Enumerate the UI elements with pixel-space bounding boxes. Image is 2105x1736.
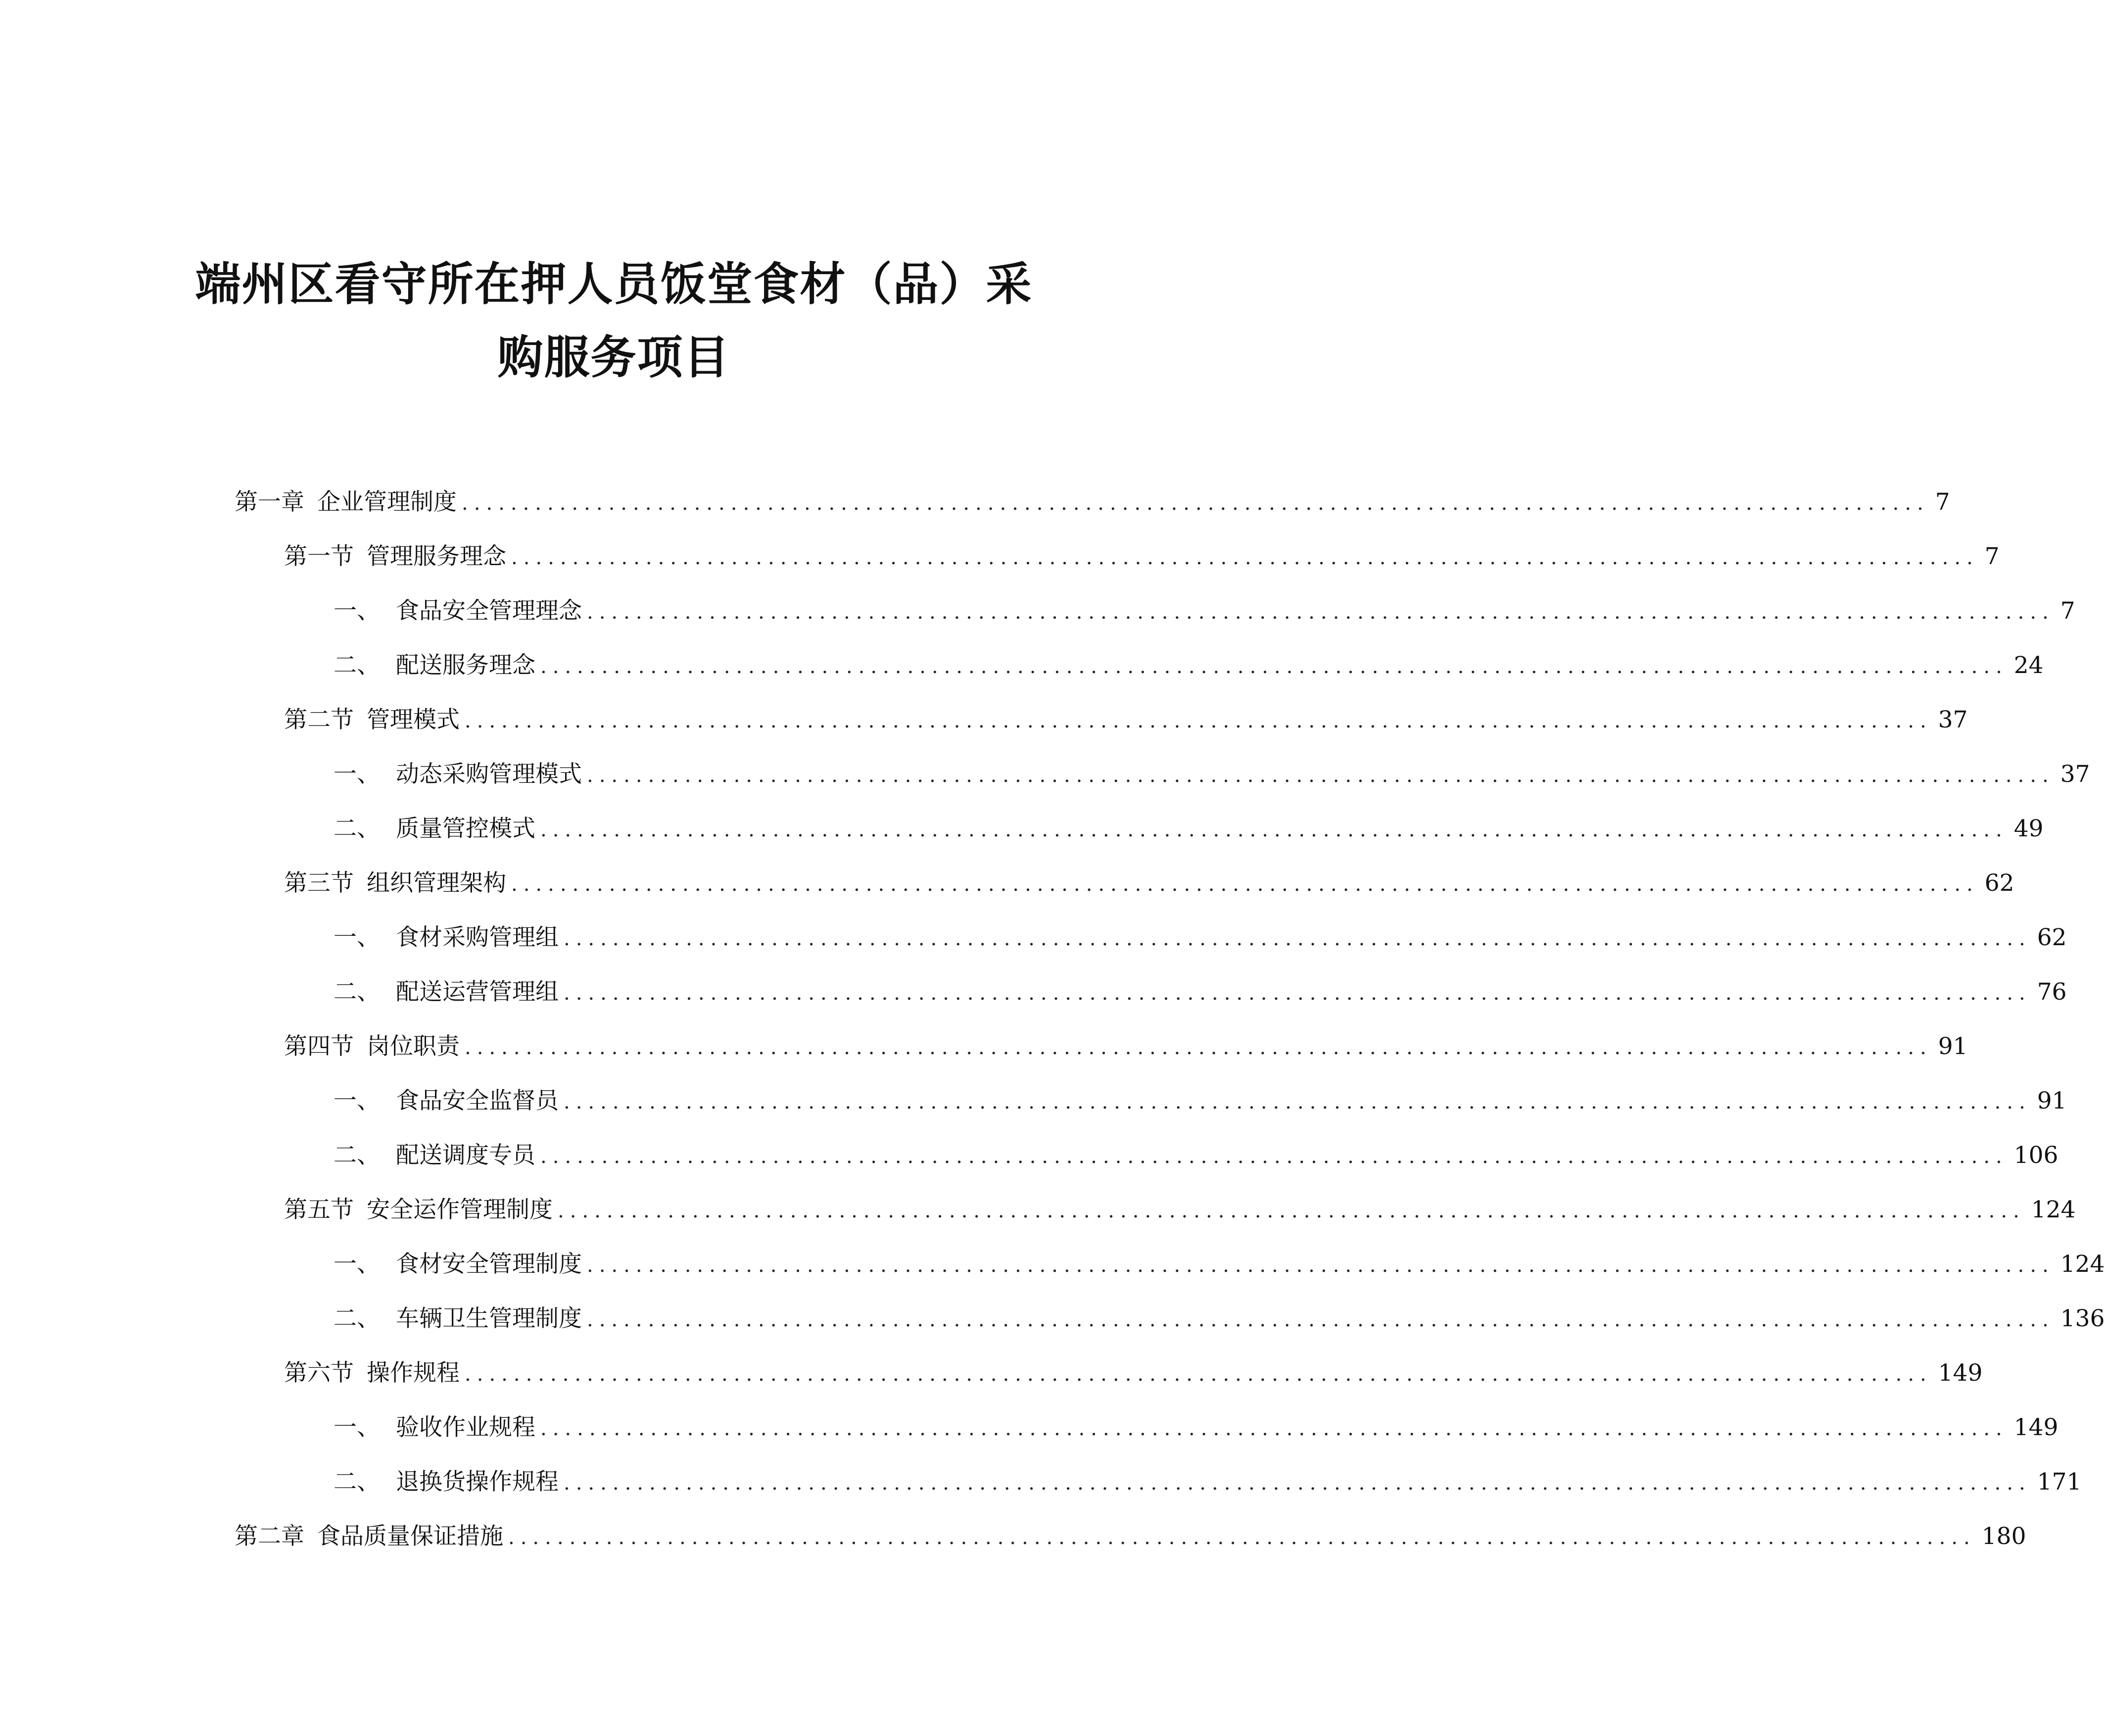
- toc-entry[interactable]: [334, 1465, 2082, 1499]
- toc-page-number: 171: [2037, 1468, 2082, 1495]
- dot-leader: ........................................................................................................................: [465, 1363, 1932, 1386]
- toc-text: 组织管理架构: [367, 869, 506, 897]
- dot-leader: ........................................................................................................................: [564, 1472, 2031, 1495]
- toc-text: 企业管理制度: [317, 488, 457, 516]
- toc-number: 二、: [334, 1142, 380, 1169]
- dot-leader: ........................................................................................................................: [587, 601, 2055, 624]
- document-title: [0, 247, 1228, 394]
- toc-entry[interactable]: [235, 485, 1950, 520]
- toc-entry[interactable]: [334, 1302, 2105, 1336]
- toc-page-number: 124: [2060, 1251, 2105, 1278]
- dot-leader: ........................................................................................................................: [540, 1145, 2008, 1168]
- toc-page-number: 49: [2013, 815, 2044, 842]
- toc-number: 一、: [334, 597, 380, 625]
- toc-entry[interactable]: [334, 648, 2044, 683]
- toc-text: 管理服务理念: [367, 543, 506, 570]
- toc-number: 第二节: [284, 706, 354, 733]
- toc-number: 第三节: [284, 869, 354, 897]
- toc-entry[interactable]: [334, 812, 2044, 846]
- toc-number: 第二章: [235, 1523, 304, 1550]
- toc-number: 二、: [334, 815, 380, 842]
- toc-number: 二、: [334, 1468, 380, 1495]
- toc-text: 动态采购管理模式: [396, 761, 582, 788]
- toc-page-number: 106: [2013, 1142, 2058, 1169]
- toc-page-number: 149: [1938, 1359, 1983, 1387]
- toc-entry[interactable]: [334, 1410, 2058, 1445]
- toc-text: 安全运作管理制度: [367, 1196, 553, 1223]
- toc-number: 二、: [334, 652, 380, 679]
- toc-entry[interactable]: [284, 866, 2014, 901]
- dot-leader: ........................................................................................................................: [564, 1091, 2031, 1113]
- toc-page-number: 37: [2060, 761, 2090, 788]
- toc-text: 管理模式: [367, 706, 460, 733]
- dot-leader: ........................................................................................................................: [465, 710, 1932, 732]
- dot-leader: ........................................................................................................................: [465, 1036, 1932, 1059]
- toc-number: 二、: [334, 1305, 380, 1332]
- toc-text: 食材采购管理组: [396, 924, 559, 951]
- toc-page-number: 37: [1938, 706, 1968, 733]
- title-line-1: 端州区看守所在押人员饭堂食材（品）采: [195, 257, 1033, 311]
- toc-entry[interactable]: [235, 1519, 2026, 1554]
- toc-text: 退换货操作规程: [396, 1468, 559, 1495]
- toc-entry[interactable]: [284, 539, 2000, 574]
- toc-text: 岗位职责: [367, 1033, 460, 1060]
- toc-entry[interactable]: [284, 703, 1968, 737]
- toc-page-number: 149: [2013, 1414, 2058, 1441]
- dot-leader: ........................................................................................................................: [564, 927, 2031, 950]
- toc-text: 车辆卫生管理制度: [396, 1305, 582, 1332]
- dot-leader: ........................................................................................................................: [511, 546, 1979, 569]
- toc-text: 食品安全管理理念: [396, 597, 582, 625]
- dot-leader: ........................................................................................................................: [540, 819, 2008, 841]
- toc-page-number: 62: [2037, 924, 2067, 951]
- toc-page-number: 91: [1938, 1033, 1968, 1060]
- toc-page-number: 7: [1935, 488, 1950, 516]
- toc-text: 验收作业规程: [396, 1414, 535, 1441]
- toc-number: 第一章: [235, 488, 304, 516]
- toc-text: 食品质量保证措施: [317, 1523, 503, 1550]
- toc-number: 二、: [334, 978, 380, 1006]
- dot-leader: ........................................................................................................................: [462, 492, 1929, 515]
- toc-entry[interactable]: [334, 975, 2067, 1010]
- toc-number: 第一节: [284, 543, 354, 570]
- toc-page-number: 91: [2037, 1087, 2067, 1114]
- toc-entry[interactable]: [334, 1084, 2067, 1118]
- dot-leader: ........................................................................................................................: [587, 1308, 2055, 1331]
- dot-leader: ........................................................................................................................: [564, 982, 2031, 1005]
- dot-leader: ........................................................................................................................: [587, 764, 2055, 787]
- toc-number: 第六节: [284, 1359, 354, 1387]
- dot-leader: ........................................................................................................................: [558, 1200, 2025, 1222]
- toc-text: 配送运营管理组: [396, 978, 559, 1006]
- toc-number: 一、: [334, 761, 380, 788]
- toc-page-number: 7: [1984, 543, 2000, 570]
- toc-text: 配送调度专员: [396, 1142, 535, 1169]
- toc-number: 第五节: [284, 1196, 354, 1223]
- dot-leader: ........................................................................................................................: [508, 1526, 1976, 1549]
- toc-entry[interactable]: [334, 1247, 2105, 1282]
- toc-entry[interactable]: [284, 1029, 1968, 1064]
- toc-entry[interactable]: [334, 757, 2090, 792]
- toc-page-number: 124: [2031, 1196, 2076, 1223]
- toc-entry[interactable]: [334, 1138, 2058, 1173]
- toc-number: 一、: [334, 1087, 380, 1114]
- toc-text: 配送服务理念: [396, 652, 535, 679]
- toc-page-number: 180: [1981, 1523, 2026, 1550]
- toc-page-number: 62: [1984, 869, 2014, 897]
- dot-leader: ........................................................................................................................: [540, 655, 2008, 678]
- dot-leader: ........................................................................................................................: [511, 873, 1979, 896]
- toc-page-number: 24: [2013, 652, 2044, 679]
- title-line-2: 购服务项目: [497, 331, 730, 384]
- toc-number: 第四节: [284, 1033, 354, 1060]
- toc-text: 食品安全监督员: [396, 1087, 559, 1114]
- toc-number: 一、: [334, 924, 380, 951]
- toc-text: 操作规程: [367, 1359, 460, 1387]
- toc-text: 食材安全管理制度: [396, 1251, 582, 1278]
- dot-leader: ........................................................................................................................: [540, 1417, 2008, 1440]
- toc-number: 一、: [334, 1251, 380, 1278]
- toc-entry[interactable]: [334, 594, 2075, 628]
- toc-entry[interactable]: [284, 1356, 1983, 1391]
- toc-page-number: 136: [2060, 1305, 2105, 1332]
- toc-page-number: 76: [2037, 978, 2067, 1006]
- toc-number: 一、: [334, 1414, 380, 1441]
- toc-text: 质量管控模式: [396, 815, 535, 842]
- toc-entry[interactable]: [334, 920, 2067, 955]
- dot-leader: ........................................................................................................................: [587, 1254, 2055, 1277]
- toc-entry[interactable]: [284, 1193, 2076, 1227]
- toc-page-number: 7: [2060, 597, 2075, 625]
